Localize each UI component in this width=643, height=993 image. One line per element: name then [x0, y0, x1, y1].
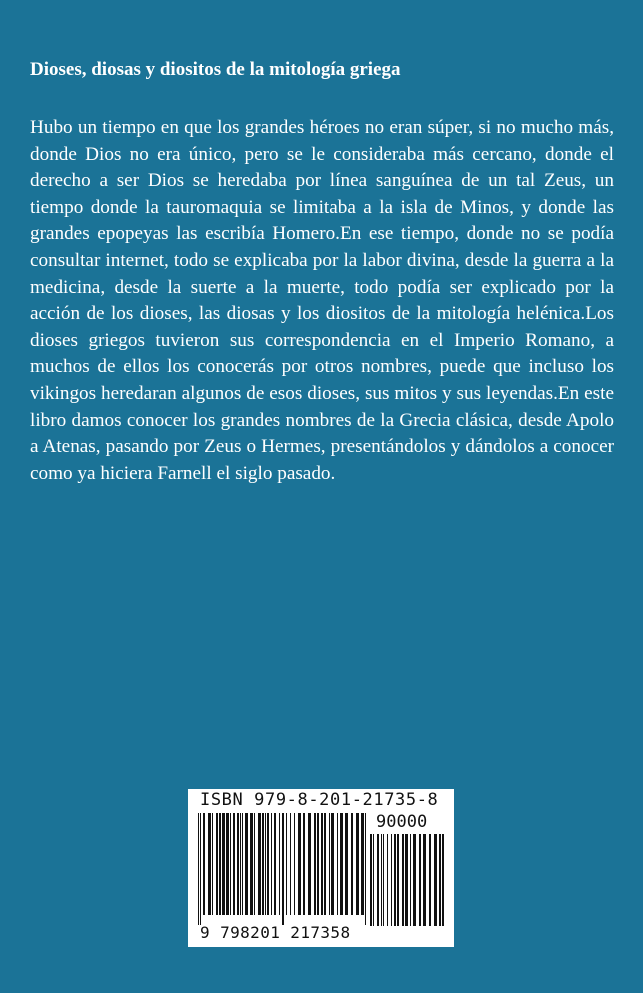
- barcode-bar: [212, 813, 213, 915]
- barcode-bar: [351, 813, 353, 915]
- barcode-bar: [262, 813, 264, 915]
- barcode-bar: [317, 813, 319, 915]
- barcode-bar: [345, 813, 348, 915]
- barcode-bar: [410, 834, 411, 926]
- barcode-bar: [434, 834, 437, 926]
- barcode-bar: [265, 813, 266, 915]
- ean-digits: 9 798201 217358: [200, 923, 351, 942]
- barcode-bar: [282, 813, 284, 925]
- isbn-label: ISBN 979-8-201-21735-8: [200, 790, 439, 810]
- barcode-bar: [203, 813, 205, 915]
- barcode-bar: [294, 813, 295, 915]
- ean-barcode-bars: [198, 813, 366, 925]
- barcode-bar: [356, 813, 359, 915]
- barcode-bar: [394, 834, 396, 926]
- barcode-bar: [274, 813, 276, 915]
- barcode-bar: [387, 834, 388, 926]
- barcode-bar: [219, 813, 221, 915]
- barcode-bar: [365, 813, 366, 925]
- book-title: Dioses, diosas y diositos de la mitología griega: [30, 59, 401, 80]
- barcode-bar: [303, 813, 305, 915]
- barcode-bar: [391, 834, 392, 926]
- price-code: 90000: [376, 812, 428, 832]
- barcode-bar: [423, 834, 426, 926]
- barcode-bar: [226, 813, 229, 915]
- barcode-bar: [230, 813, 231, 915]
- barcode-bar: [373, 834, 374, 926]
- barcode-bar: [286, 813, 287, 915]
- barcode-bar: [361, 813, 364, 915]
- barcode-bar: [383, 834, 384, 926]
- barcode-bar: [279, 813, 280, 915]
- barcode-bar: [405, 834, 408, 926]
- barcode-bar: [200, 813, 201, 925]
- barcode-bar: [298, 813, 301, 915]
- barcode-bar: [381, 834, 382, 926]
- barcode-bar: [377, 834, 379, 926]
- barcode-bar: [397, 834, 399, 926]
- barcode-bar: [442, 834, 444, 926]
- barcode-bar: [402, 834, 404, 926]
- barcode-bar: [331, 813, 334, 915]
- barcode-bar: [290, 813, 291, 915]
- barcode-bar: [198, 813, 199, 925]
- barcode-bar: [250, 813, 253, 915]
- barcode-bar: [222, 813, 225, 915]
- barcode-bar: [419, 834, 421, 926]
- barcode-bar: [208, 813, 211, 915]
- barcode-bar: [216, 813, 218, 915]
- barcode-bar: [429, 834, 431, 926]
- barcode-bar: [413, 834, 416, 926]
- isbn-barcode: [188, 789, 454, 947]
- barcode-bar: [240, 813, 241, 915]
- barcode-bar: [337, 813, 338, 915]
- barcode-bar: [245, 813, 248, 915]
- book-description: Hubo un tiempo en que los grandes héroes no eran súper, si no mucho más, donde Dios no era único, pero se le consideraba más cercano, donde el derecho a ser Dios se heredaba por línea sanguínea de un tal Zeus, un tiempo donde la tauromaquia se limitaba a la isla de Minos, y donde las grandes epopeyas las escribía Homero.En ese tiempo, donde no se podía consultar internet, todo se explicaba por la labor divina, desde la guerra a la medicina, desde la suerte a la muerte, todo podía ser explicado por la acción de los dioses, las diosas y los diositos de la mitología helénica.Los dioses griegos tuvieron sus correspondencia en el Imperio Romano, a muchos de ellos los conocerás por otros nombres, puede que incluso los vikingos heredaran algunos de esos dioses, sus mitos y sus leyendas.En este libro damos conocer los grandes nombres de la Grecia clásica, desde Apolo a Atenas, pasando por Zeus o Hermes, presentándolos y dándolos a conocer como ya hiciera Farnell el siglo pasado.: [30, 117, 614, 484]
- barcode-bar: [258, 813, 261, 915]
- barcode-bar: [267, 813, 269, 915]
- barcode-bar: [340, 813, 343, 915]
- addon-barcode-bars: [370, 834, 444, 936]
- barcode-bar: [254, 813, 255, 915]
- barcode-bar: [329, 813, 330, 915]
- barcode-bar: [314, 813, 316, 915]
- barcode-bar: [308, 813, 311, 915]
- barcode-bar: [370, 834, 372, 926]
- barcode-bar: [237, 813, 239, 915]
- barcode-bar: [233, 813, 235, 915]
- barcode-bar: [321, 813, 323, 915]
- barcode-bar: [439, 834, 441, 926]
- barcode-bar: [242, 813, 243, 915]
- barcode-bar: [271, 813, 272, 915]
- barcode-bar: [324, 813, 326, 915]
